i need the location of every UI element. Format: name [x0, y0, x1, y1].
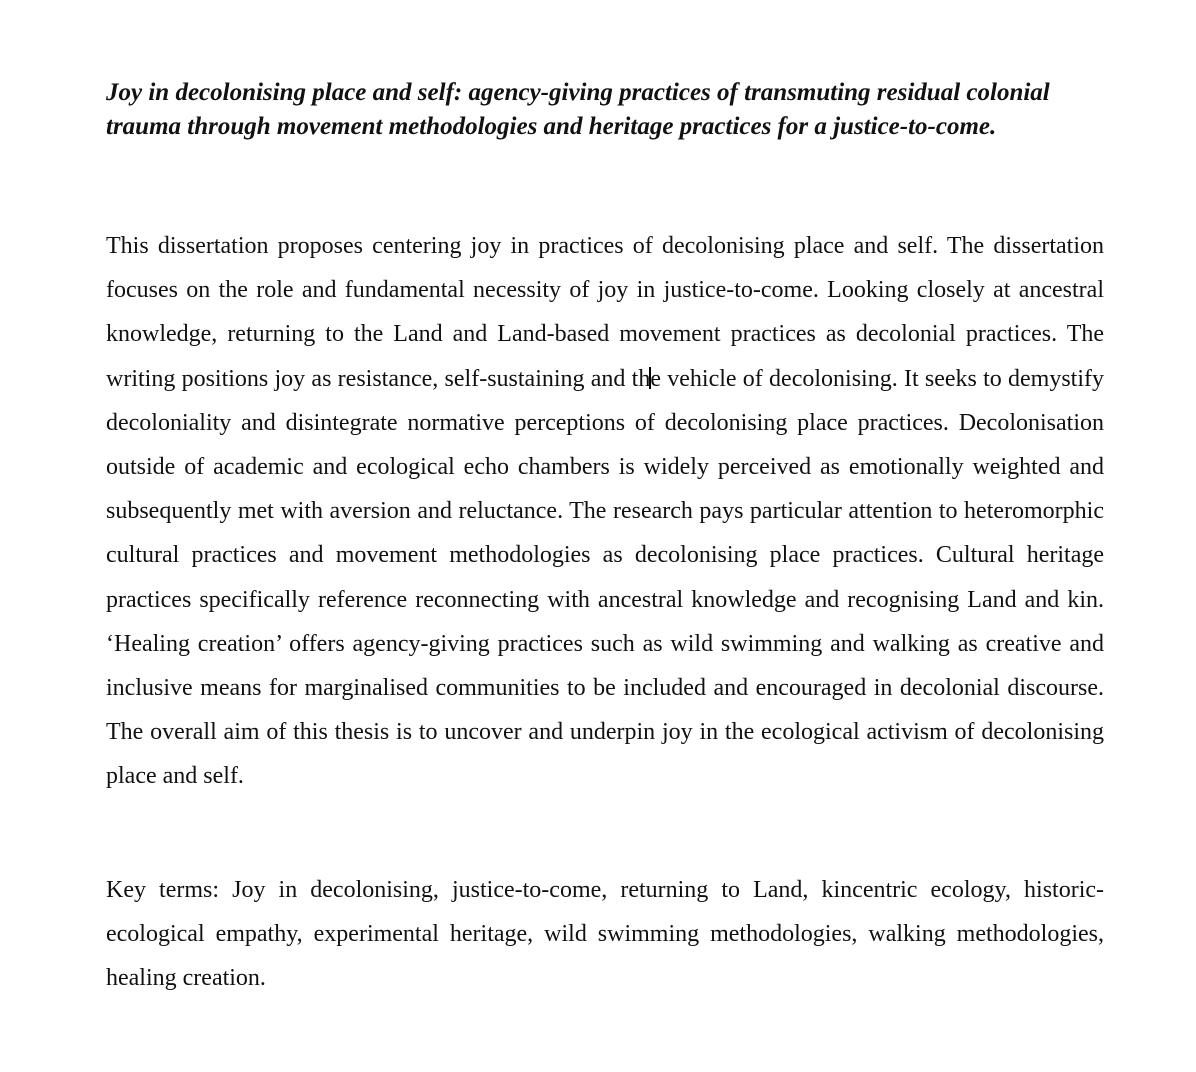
document-title[interactable]: Joy in decolonising place and self: agency-giving practices of transmuting residual colonial trauma through movement methodologies and heritage practices for a justice-to-come.	[106, 79, 1050, 140]
key-terms-paragraph[interactable]: Key terms: Joy in decolonising, justice-to-come, returning to Land, kincentric ecology, historic-ecological empathy, experimental heritage, wild swimming methodologies, walking methodologies, healing creation.	[106, 877, 1104, 991]
abstract-paragraph[interactable]	[106, 224, 1104, 799]
abstract-text-after-cursor[interactable]: e vehicle of decolonising. It seeks to demystify decoloniality and disintegrate normative perceptions of decolonising place practices. Decolonisation outside of academic and ecological echo chambers is widely perceived as emotionally weighted and subsequently met with aversion and reluctance. The research pays particular attention to heteromorphic cultural practices and movement methodologies as decolonising place practices. Cultural heritage practices specifically reference reconnecting with ancestral knowledge and recognising Land and kin. ‘Healing creation’ offers agency-giving practices such as wild swimming and walking as creative and inclusive means for marginalised communities to be included and encouraged in decolonial discourse. The overall aim of this thesis is to uncover and underpin joy in the ecological activism of decolonising place and self.	[106, 365, 1105, 790]
abstract-text-before-cursor[interactable]: This dissertation proposes centering joy in practices of decolonising place and self. The dissertation focuses on the role and fundamental necessity of joy in justice-to-come. Looking closely at ancestral knowledge, returning to the Land and Land-based movement practices as decolonial practices. The writing positions joy as resistance, self-sustaining and th	[106, 233, 1104, 392]
